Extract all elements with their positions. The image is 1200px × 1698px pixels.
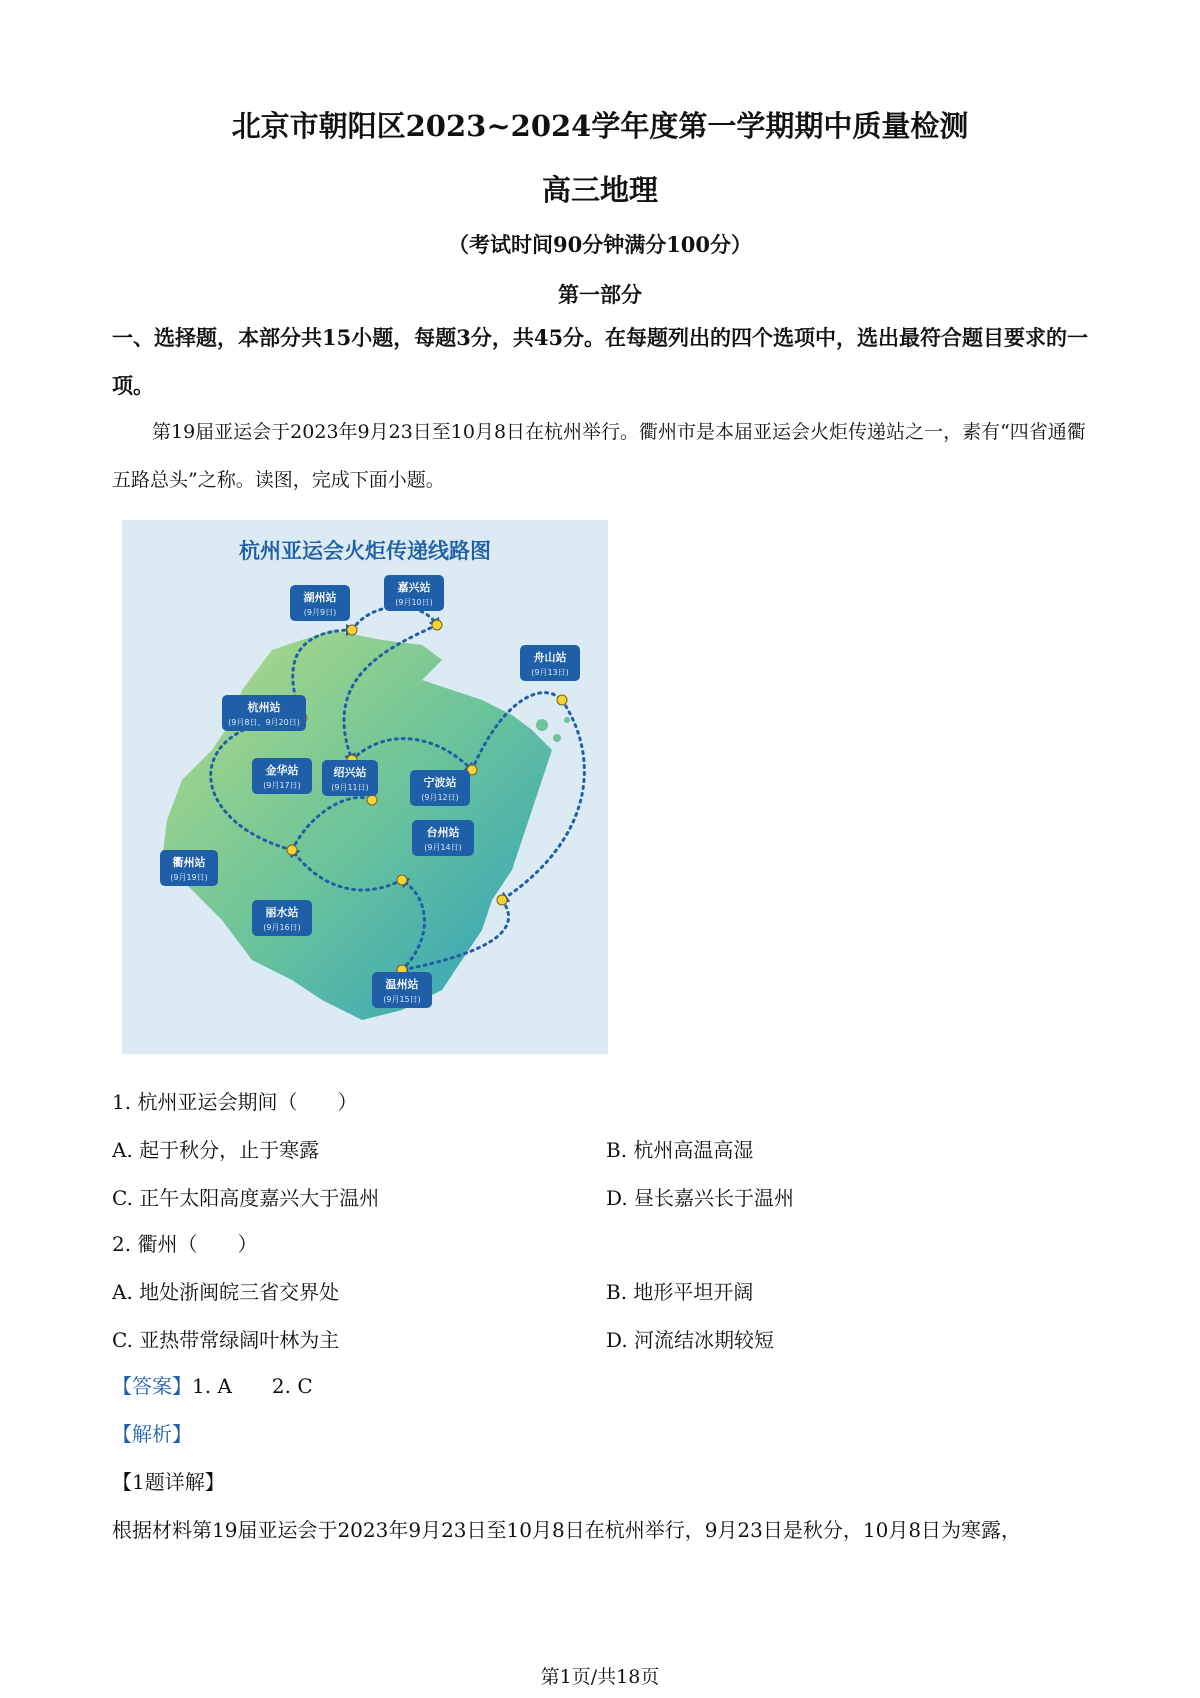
station-date: (9月17日) [263, 781, 301, 790]
station-label [384, 575, 444, 611]
subject-title: 高三地理 [541, 173, 658, 207]
station-label [252, 900, 312, 936]
q1-option-d: D. 昼长嘉兴长于温州 [606, 1186, 795, 1210]
station-date: (9月12日) [421, 793, 459, 802]
station-date: (9月19日) [170, 873, 208, 882]
station-name: 温州站 [385, 978, 419, 991]
station-label [410, 770, 470, 806]
station-name: 丽水站 [265, 906, 299, 919]
q1-option-c: C. 正午太阳高度嘉兴大于温州 [112, 1186, 380, 1210]
document-title: 北京市朝阳区2023~2024学年度第一学期期中质量检测 [231, 109, 969, 143]
station-date: (9月11日) [331, 783, 369, 792]
station-date: (9月13日) [531, 668, 569, 677]
station-name: 金华站 [265, 764, 299, 777]
station-name: 嘉兴站 [397, 581, 431, 594]
station-name: 宁波站 [423, 776, 457, 789]
station-date: (9月14日) [424, 843, 462, 852]
section-heading: 一、选择题，本部分共15小题，每题3分，共45分。在每题列出的四个选项中，选出最符合题目要求的一项。 [112, 325, 1089, 398]
q2-option-c: C. 亚热带常绿阔叶林为主 [112, 1328, 340, 1352]
answer-line [112, 1370, 313, 1399]
station-label [322, 760, 378, 796]
station-name: 绍兴站 [333, 766, 367, 779]
part-heading: 第一部分 [558, 282, 642, 307]
station-date: (9月8日、9月20日) [228, 718, 300, 727]
station-date: (9月16日) [263, 923, 301, 932]
q2-option-d: D. 河流结冰期较短 [606, 1328, 775, 1352]
exam-info: （考试时间90分钟满分100分） [447, 232, 753, 257]
q1-option-a: A. 起于秋分，止于寒露 [112, 1138, 320, 1162]
question-2-stem: 2. 衢州（ ） [112, 1232, 258, 1256]
detail-paragraph: 根据材料第19届亚运会于2023年9月23日至10月8日在杭州举行，9月23日是秋分，10月8日为寒露， [112, 1518, 1022, 1542]
station-name: 台州站 [426, 826, 460, 839]
station-label [290, 585, 350, 621]
intro-paragraph: 第19届亚运会于2023年9月23日至10月8日在杭州举行。衢州市是本届亚运会火炬传递站之一，素有“四省通衢五路总头”之称。读图，完成下面小题。 [112, 421, 1086, 491]
q1-option-b: B. 杭州高温高湿 [606, 1138, 754, 1162]
station-name: 杭州站 [247, 701, 281, 714]
question-1-stem: 1. 杭州亚运会期间（ ） [112, 1090, 358, 1114]
answer-tag: 【答案】 [112, 1374, 192, 1398]
station-name: 舟山站 [533, 651, 567, 664]
detail-tag: 【1题详解】 [112, 1470, 225, 1494]
station-date: (9月9日) [303, 608, 337, 617]
station-name: 湖州站 [303, 591, 337, 604]
answer-text: 1. A 2. C [192, 1374, 313, 1398]
station-date: (9月15日) [383, 995, 421, 1004]
station-label [252, 758, 312, 794]
station-label [160, 850, 218, 886]
page-footer: 第1页/共18页 [540, 1666, 660, 1688]
analysis-tag: 【解析】 [112, 1422, 192, 1446]
q2-option-b: B. 地形平坦开阔 [606, 1280, 754, 1304]
map-title: 杭州亚运会火炬传递线路图 [239, 539, 491, 563]
torch-route-map [122, 520, 608, 1054]
station-name: 衢州站 [172, 856, 206, 869]
station-date: (9月10日) [395, 598, 433, 607]
q2-option-a: A. 地处浙闽皖三省交界处 [112, 1280, 340, 1304]
station-label [222, 695, 306, 731]
station-label [412, 820, 474, 856]
station-label [520, 645, 580, 681]
station-label [372, 972, 432, 1008]
